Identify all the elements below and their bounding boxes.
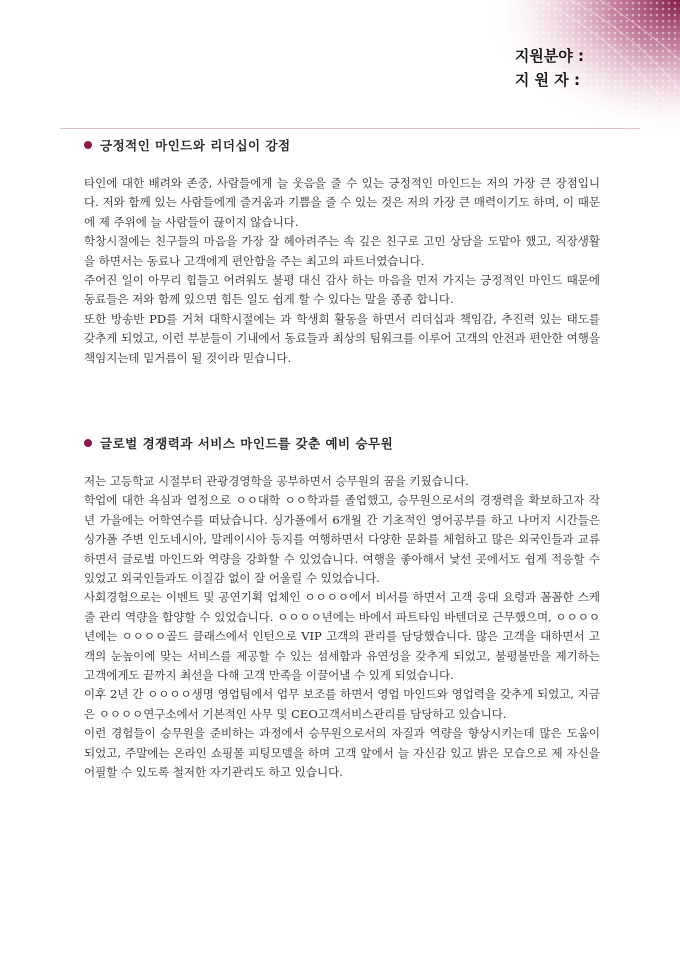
- paragraph: 저는 고등학교 시절부터 관광경영학을 공부하면서 승무원의 꿈을 키웠습니다.: [84, 474, 469, 488]
- paragraph: 타인에 대한 배려와 존중, 사람들에게 늘 웃음을 줄 수 있는 긍정적인 마인드는 저의 가장 큰 장점입니다. 저와 함께 있는 사람들에게 즐거움과 기쁨을 줄 수 있는 것은 저의 가장 큰 매력이기도 하며, 이 때문에 제 주위에 늘 사람들이 끊이지 않습니다.: [84, 176, 600, 229]
- paragraph: 사회경험으로는 이벤트 및 공연기획 업체인 ㅇㅇㅇㅇ에서 비서를 하면서 고객 응대 요령과 꼼꼼한 스케줄 관리 역량을 함양할 수 있었습니다. ㅇㅇㅇㅇ년에는 바에서 파트타임 바텐더로 근무했으며, ㅇㅇㅇㅇ년에는 ㅇㅇㅇㅇ골드 클래스에서 인턴으로 VIP 고객의 관리를 담당했습니다. 많은 고객을 대하면서 고객의 눈높이에 맞는 서비스를 제공할 수 있는 섬세함과 유연성을 갖추게 되었고, 불평불만을 제기하는 고객에게도 끝까지 최선을 다해 고객 만족을 이끌어낼 수 있게 되었습니다.: [84, 590, 600, 683]
- applicant-header: [515, 44, 584, 92]
- section-global-competence: [84, 434, 600, 783]
- paragraph: 학창시절에는 친구들의 마음을 가장 잘 헤아려주는 속 깊은 친구로 고민 상담을 도맡아 했고, 직장생활을 하면서는 동료나 고객에게 편안함을 주는 최고의 파트너였습니다.: [84, 234, 600, 268]
- field-label: 지원분야 :: [514, 47, 584, 65]
- paragraph: 이런 경험들이 승무원을 준비하는 과정에서 승무원으로서의 자질과 역량을 향상시키는데 많은 도움이 되었고, 주말에는 온라인 쇼핑몰 피팅모델을 하며 고객 앞에서 늘 자신감 있고 밝은 모습으로 제 자신을 어필할 수 있도록 철저한 자기관리도 하고 있습니다.: [84, 726, 600, 780]
- section-title-text: 글로벌 경쟁력과 서비스 마인드를 갖춘 예비 승무원: [100, 436, 394, 451]
- section-title: [84, 434, 600, 452]
- paragraph: 주어진 일이 아무리 힘들고 어려워도 불평 대신 감사 하는 마음을 먼저 가지는 긍정적인 마인드 때문에 동료들은 저와 함께 있으면 힘든 일도 쉽게 할 수 있다는 말을 종종 합니다.: [84, 273, 600, 307]
- paragraph: 또한 방송반 PD를 거쳐 대학시절에는 과 학생회 활동을 하면서 리더십과 책임감, 추진력 있는 태도를 갖추게 되었고, 이런 부분들이 기내에서 동료들과 최상의 팀워크를 이루어 고객의 안전과 편안한 여행을 책임지는데 밑거름이 될 것이라 믿습니다.: [84, 311, 600, 365]
- bullet-icon: [84, 439, 92, 447]
- section-title-text: 긍정적인 마인드와 리더십이 강점: [100, 138, 291, 153]
- header-rule: [60, 128, 640, 129]
- applicant-label: 지 원 자 :: [514, 71, 580, 89]
- paragraph: 이후 2년 간 ㅇㅇㅇㅇ생명 영업팀에서 업무 보조를 하면서 영업 마인드와 영업력을 갖추게 되었고, 지금은 ㅇㅇㅇㅇ연구소에서 기본적인 사무 및 CEO고객서비스관리를 담당하고 있습니다.: [84, 687, 600, 721]
- paragraph: 학업에 대한 욕심과 열정으로 ㅇㅇ대학 ㅇㅇ학과를 졸업했고, 승무원으로서의 경쟁력을 확보하고자 작년 가을에는 어학연수를 떠났습니다. 싱가폴에서 6개월 간 기초적인 영어공부를 하고 나머지 시간들은 싱가폴 주변 인도네시아, 말레이시아 등지를 여행하면서 다양한 문화를 체험하고 많은 외국인들과 교류하면서 글로벌 마인드와 역량을 강화할 수 있었습니다. 여행을 좋아해서 낯선 곳에서도 쉽게 적응할 수 있었고 외국인들과도 이질감 없이 잘 어울릴 수 있었습니다.: [84, 493, 600, 586]
- bullet-icon: [84, 141, 92, 149]
- section-title: [84, 136, 600, 154]
- section-positive-mindset: [84, 136, 600, 368]
